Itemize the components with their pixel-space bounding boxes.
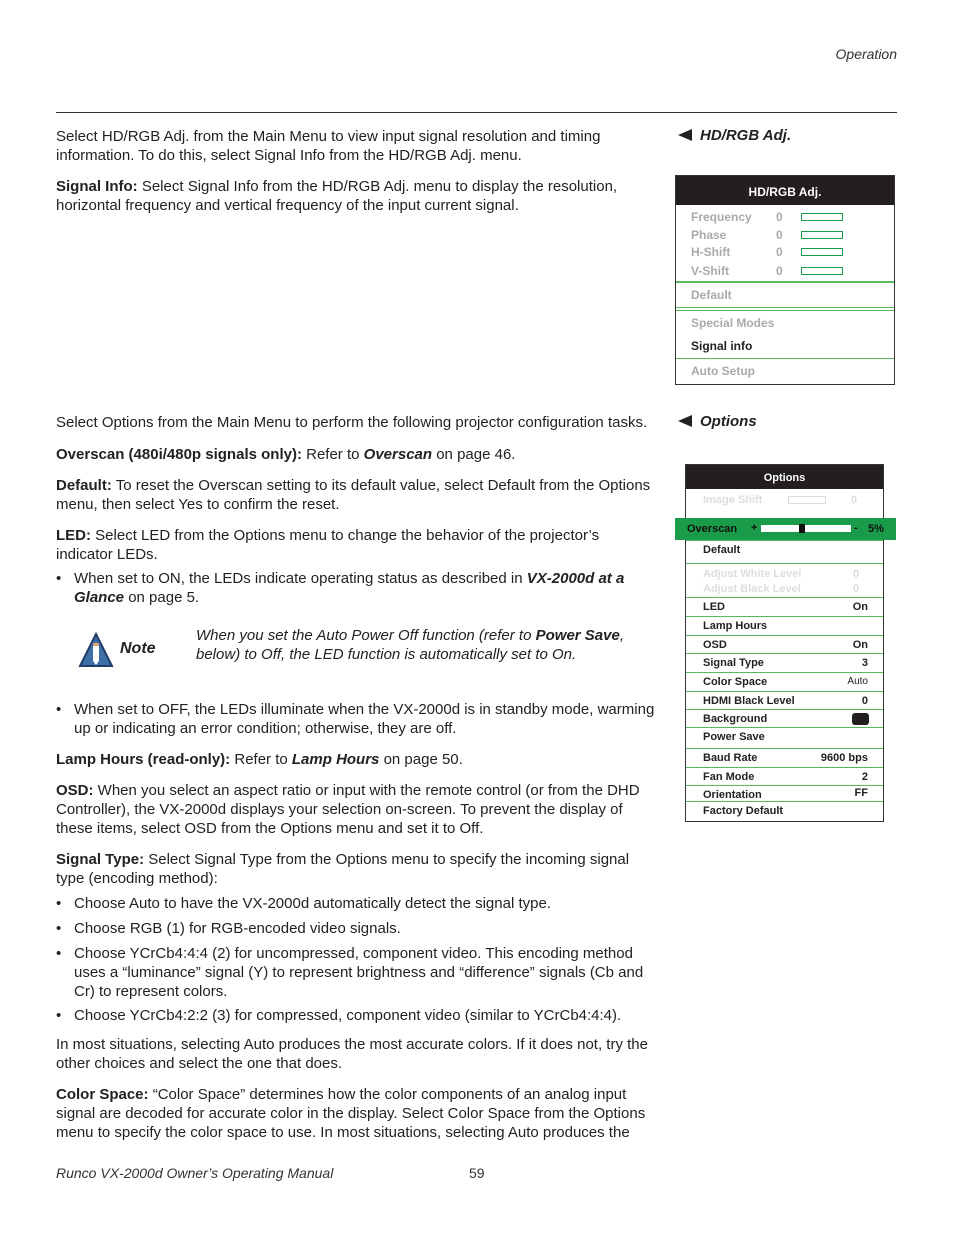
overscan-label: Overscan (687, 523, 738, 535)
signal-type-paragraph: Signal Type: Select Signal Type from the Options menu to specify the incoming signal type (encoding method): (56, 851, 630, 887)
bullet-icon: • (56, 895, 62, 912)
overscan-paragraph: Overscan (480i/480p signals only): Refer to Overscan on page 46. (56, 446, 516, 463)
hdrgb-menu (675, 175, 895, 385)
signal-type-bullet-444: • Choose YCrCb4:4:4 (2) for uncompressed, component video. This encoding method uses a “luminance” signal (Y) to represent brightness and “difference” signals (Cb and Cr) to represent colors. (56, 945, 644, 1000)
page-number: 59 (469, 1165, 485, 1181)
baud-rate-value: 9600 bps (820, 752, 868, 764)
menu-item-osd[interactable]: OSD On (686, 635, 883, 654)
menu-item-h-shift[interactable]: H-Shift (691, 245, 731, 259)
led-value: On (852, 601, 868, 613)
frequency-value: 0 (776, 210, 783, 224)
note-label: Note (120, 640, 156, 657)
hdrgb-menu-title: HD/RGB Adj. (676, 176, 894, 205)
bullet-icon: • (56, 945, 62, 962)
phase-slider[interactable] (801, 231, 843, 239)
menu-item-factory-default[interactable]: Factory Default (686, 801, 883, 820)
overscan-page-ref[interactable]: Overscan (363, 446, 433, 463)
lamp-hours-paragraph: Lamp Hours (read-only): Refer to Lamp Hours on page 50. (56, 751, 463, 768)
overscan-minus: - (854, 522, 858, 534)
menu-item-overscan[interactable] (675, 518, 896, 540)
bullet-icon: • (56, 701, 62, 718)
menu-item-lamp-hours[interactable]: Lamp Hours (686, 616, 883, 635)
options-intro: Select Options from the Main Menu to perform the following projector configuration tasks. (56, 414, 648, 431)
arrow-left-icon (678, 415, 692, 427)
menu-item-auto-setup[interactable]: Auto Setup (691, 364, 755, 378)
footer-title: Runco VX-2000d Owner’s Operating Manual (56, 1165, 334, 1181)
orientation-value: FF (854, 787, 868, 799)
signal-type-bullet-auto: • Choose Auto to have the VX-2000d automatically detect the signal type. (56, 895, 551, 912)
menu-item-hdmi-black-level[interactable]: HDMI Black Level 0 (686, 691, 883, 710)
menu-item-baud-rate[interactable]: Baud Rate 9600 bps (686, 748, 883, 767)
default-paragraph: Default: To reset the Overscan setting to its default value, select Default from the Options menu, then select Yes to confirm the reset. (56, 477, 651, 513)
hdrgb-intro: Select HD/RGB Adj. from the Main Menu to view input signal resolution and timing information. To do this, select Signal Info from the HD/RGB Adj. menu. (56, 128, 601, 164)
header-rule (56, 112, 897, 113)
signal-type-bullet-rgb: • Choose RGB (1) for RGB-encoded video signals. (56, 920, 401, 937)
menu-item-signal-info[interactable]: Signal info (676, 334, 894, 359)
osd-paragraph: OSD: When you select an aspect ratio or input with the remote control (or from the DHD Controller), the VX-2000d displays your selection on-screen. To prevent the display of these items, select OSD from the Options menu and set it to Off. (56, 782, 640, 837)
bullet-icon: • (56, 570, 62, 587)
most-situations-paragraph: In most situations, selecting Auto produces the most accurate colors. If it does not, try the other choices and select the one that does. (56, 1036, 648, 1072)
signal-info-text: Select Signal Info from the HD/RGB Adj. menu to display the resolution, horizontal frequency and vertical frequency of the input current signal. (56, 178, 618, 214)
frequency-slider[interactable] (801, 213, 843, 221)
color-space-value: Auto (847, 676, 868, 687)
menu-item-fan-mode[interactable]: Fan Mode 2 (686, 767, 883, 786)
menu-item-special-modes[interactable]: Special Modes (676, 310, 894, 336)
osd-value: On (852, 639, 868, 651)
glance-page-ref[interactable]: VX-2000d at a Glance (74, 570, 625, 606)
arrow-left-icon (678, 129, 692, 141)
overscan-slider-thumb[interactable] (799, 524, 805, 533)
signal-type-bullet-422: • Choose YCrCb4:2:2 (3) for compressed, component video (similar to YCrCb4:4:4). (56, 1007, 622, 1024)
signal-info-paragraph (56, 177, 658, 215)
hdmi-black-level-value: 0 (861, 695, 868, 707)
overscan-plus: + (751, 522, 758, 534)
menu-item-frequency[interactable]: Frequency (691, 210, 752, 224)
note-pencil-icon (78, 632, 114, 668)
menu-item-default[interactable]: Default (686, 540, 883, 559)
v-shift-value: 0 (776, 264, 783, 278)
lamp-hours-page-ref[interactable]: Lamp Hours (291, 751, 380, 768)
background-swatch (852, 713, 869, 725)
signal-type-value: 3 (861, 657, 868, 669)
menu-item-background[interactable]: Background (686, 709, 883, 728)
menu-item-v-shift[interactable]: V-Shift (691, 264, 729, 278)
menu-item-signal-type[interactable]: Signal Type 3 (686, 653, 883, 672)
hdrgb-heading: HD/RGB Adj. (678, 127, 791, 144)
menu-item-default[interactable]: Default (676, 282, 894, 308)
led-on-bullet: • When set to ON, the LEDs indicate operating status as described in VX-2000d at a Glance on page 5. (56, 570, 625, 606)
color-space-paragraph: Color Space: “Color Space” determines how the color components of an analog input signal are decoded for accurate color in the display. Select Color Space from the Options menu to specify the color space to use. In most situations, selecting Auto produces the (56, 1086, 646, 1141)
options-menu-title: Options (686, 465, 883, 489)
h-shift-value: 0 (776, 245, 783, 259)
bullet-icon: • (56, 1007, 62, 1024)
v-shift-slider[interactable] (801, 267, 843, 275)
menu-item-phase[interactable]: Phase (691, 228, 727, 242)
power-save-ref[interactable]: Power Save (535, 627, 620, 644)
h-shift-slider[interactable] (801, 248, 843, 256)
fan-mode-value: 2 (861, 771, 868, 783)
overscan-value: 5% (868, 523, 884, 535)
bullet-icon: • (56, 920, 62, 937)
menu-item-power-save[interactable]: Power Save (686, 727, 883, 746)
note-text: When you set the Auto Power Off function (refer to Power Save, below) to Off, the LED function is automatically set to On. (196, 627, 624, 663)
signal-info-label: Signal Info: (56, 178, 138, 195)
phase-value: 0 (776, 228, 783, 242)
menu-item-orientation[interactable]: Orientation FF (686, 785, 883, 804)
menu-item-led[interactable]: LED On (686, 597, 883, 616)
menu-item-color-space[interactable]: Color Space Auto (686, 672, 883, 691)
options-heading: Options (678, 413, 757, 430)
led-off-bullet: • When set to OFF, the LEDs illuminate when the VX-2000d is in standby mode, warming up or indicating an error condition; otherwise, they are off. (56, 701, 655, 737)
running-header: Operation (835, 46, 897, 62)
ghost-slider (788, 496, 826, 504)
overscan-slider[interactable] (761, 525, 851, 532)
ghost-level-rows: Adjust White Level 0 Adjust Black Level 0 (686, 563, 883, 596)
ghost-image-shift-row: Image Shift 0 (703, 494, 858, 506)
led-paragraph: LED: Select LED from the Options menu to change the behavior of the projector’s indicator LEDs. (56, 527, 600, 563)
hdrgb-adjust-group (676, 205, 894, 282)
